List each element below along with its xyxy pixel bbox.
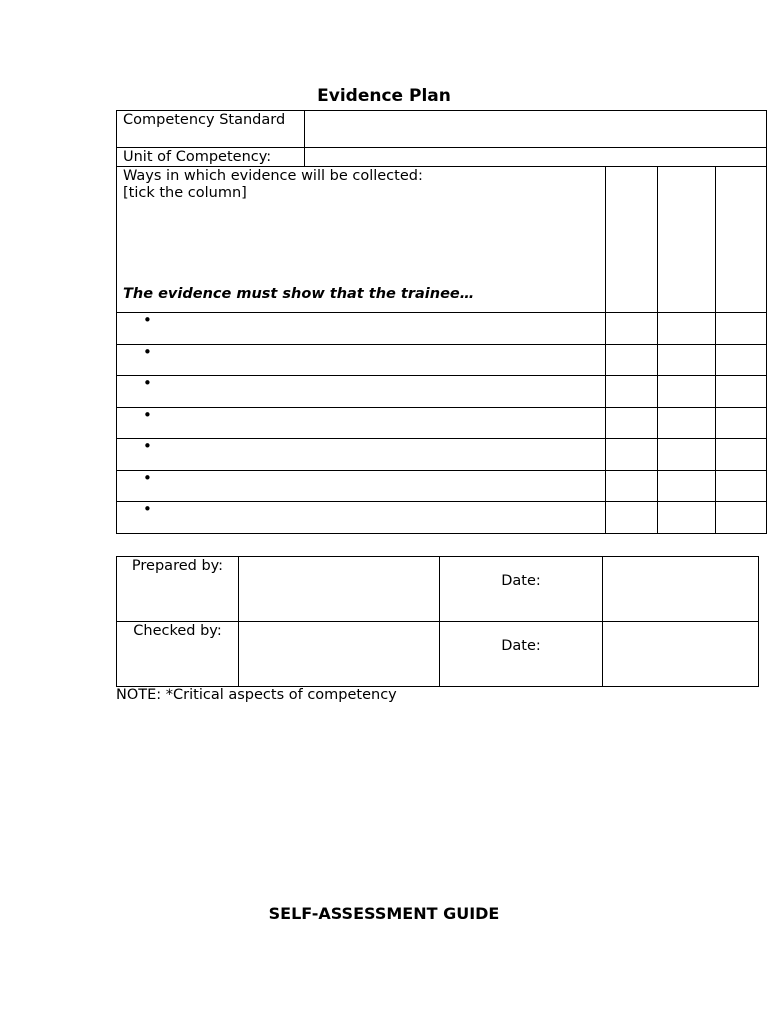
tick-cell[interactable]: [658, 376, 716, 408]
tick-cell[interactable]: [606, 471, 658, 502]
evidence-row: [117, 313, 767, 345]
tick-cell[interactable]: [606, 345, 658, 376]
evidence-methods-cell: [117, 167, 606, 313]
signoff-table: [116, 556, 759, 687]
prepared-date-field[interactable]: [603, 557, 759, 622]
tick-cell[interactable]: [716, 502, 767, 534]
prepared-by-label: Prepared by:: [117, 557, 239, 622]
bullet-icon: •: [143, 438, 152, 455]
checked-date-label: Date:: [440, 622, 603, 687]
tick-cell[interactable]: [658, 408, 716, 439]
prepared-by-row: [117, 557, 759, 622]
tick-cell[interactable]: [606, 502, 658, 534]
evidence-statement: The evidence must show that the trainee…: [123, 286, 475, 302]
method-column-1[interactable]: [606, 167, 658, 313]
unit-of-competency-label: Unit of Competency:: [117, 148, 305, 167]
evidence-row: [117, 345, 767, 376]
bullet-icon: •: [143, 344, 152, 361]
evidence-item-cell[interactable]: [117, 502, 606, 534]
evidence-row: [117, 502, 767, 534]
evidence-row: [117, 439, 767, 471]
tick-cell[interactable]: [716, 376, 767, 408]
unit-of-competency-row: [117, 148, 767, 167]
tick-cell[interactable]: [716, 471, 767, 502]
tick-cell[interactable]: [716, 313, 767, 345]
evidence-plan-table: [116, 110, 767, 534]
evidence-item-cell[interactable]: [117, 345, 606, 376]
checked-by-field[interactable]: [239, 622, 440, 687]
tick-cell[interactable]: [716, 439, 767, 471]
method-column-2[interactable]: [658, 167, 716, 313]
unit-of-competency-field[interactable]: [305, 148, 767, 167]
tick-cell[interactable]: [716, 408, 767, 439]
footer-title: SELF-ASSESSMENT GUIDE: [268, 904, 500, 923]
method-column-3[interactable]: [716, 167, 767, 313]
tick-instruction: [tick the column]: [123, 185, 247, 201]
bullet-icon: •: [143, 501, 152, 518]
page-title: Evidence Plan: [317, 86, 451, 106]
evidence-item-cell[interactable]: [117, 439, 606, 471]
tick-cell[interactable]: [658, 502, 716, 534]
evidence-row: [117, 376, 767, 408]
evidence-item-cell[interactable]: [117, 408, 606, 439]
competency-standard-row: [117, 111, 767, 148]
tick-cell[interactable]: [658, 439, 716, 471]
bullet-icon: •: [143, 407, 152, 424]
tick-cell[interactable]: [658, 345, 716, 376]
bullet-icon: •: [143, 470, 152, 487]
evidence-item-cell[interactable]: [117, 376, 606, 408]
tick-cell[interactable]: [658, 313, 716, 345]
tick-cell[interactable]: [606, 408, 658, 439]
prepared-by-field[interactable]: [239, 557, 440, 622]
checked-date-field[interactable]: [603, 622, 759, 687]
evidence-item-cell[interactable]: [117, 471, 606, 502]
bullet-icon: •: [143, 312, 152, 329]
tick-cell[interactable]: [716, 345, 767, 376]
evidence-row: [117, 471, 767, 502]
bullet-icon: •: [143, 375, 152, 392]
checked-by-label: Checked by:: [117, 622, 239, 687]
competency-standard-label: Competency Standard: [117, 111, 305, 148]
tick-cell[interactable]: [606, 376, 658, 408]
tick-cell[interactable]: [606, 439, 658, 471]
evidence-methods-label: Ways in which evidence will be collected:: [123, 168, 423, 184]
evidence-methods-header-row: [117, 167, 767, 313]
evidence-item-cell[interactable]: [117, 313, 606, 345]
competency-standard-field[interactable]: [305, 111, 767, 148]
checked-by-row: [117, 622, 759, 687]
tick-cell[interactable]: [606, 313, 658, 345]
tick-cell[interactable]: [658, 471, 716, 502]
evidence-row: [117, 408, 767, 439]
critical-aspects-note: NOTE: *Critical aspects of competency: [116, 687, 397, 703]
prepared-date-label: Date:: [440, 557, 603, 622]
